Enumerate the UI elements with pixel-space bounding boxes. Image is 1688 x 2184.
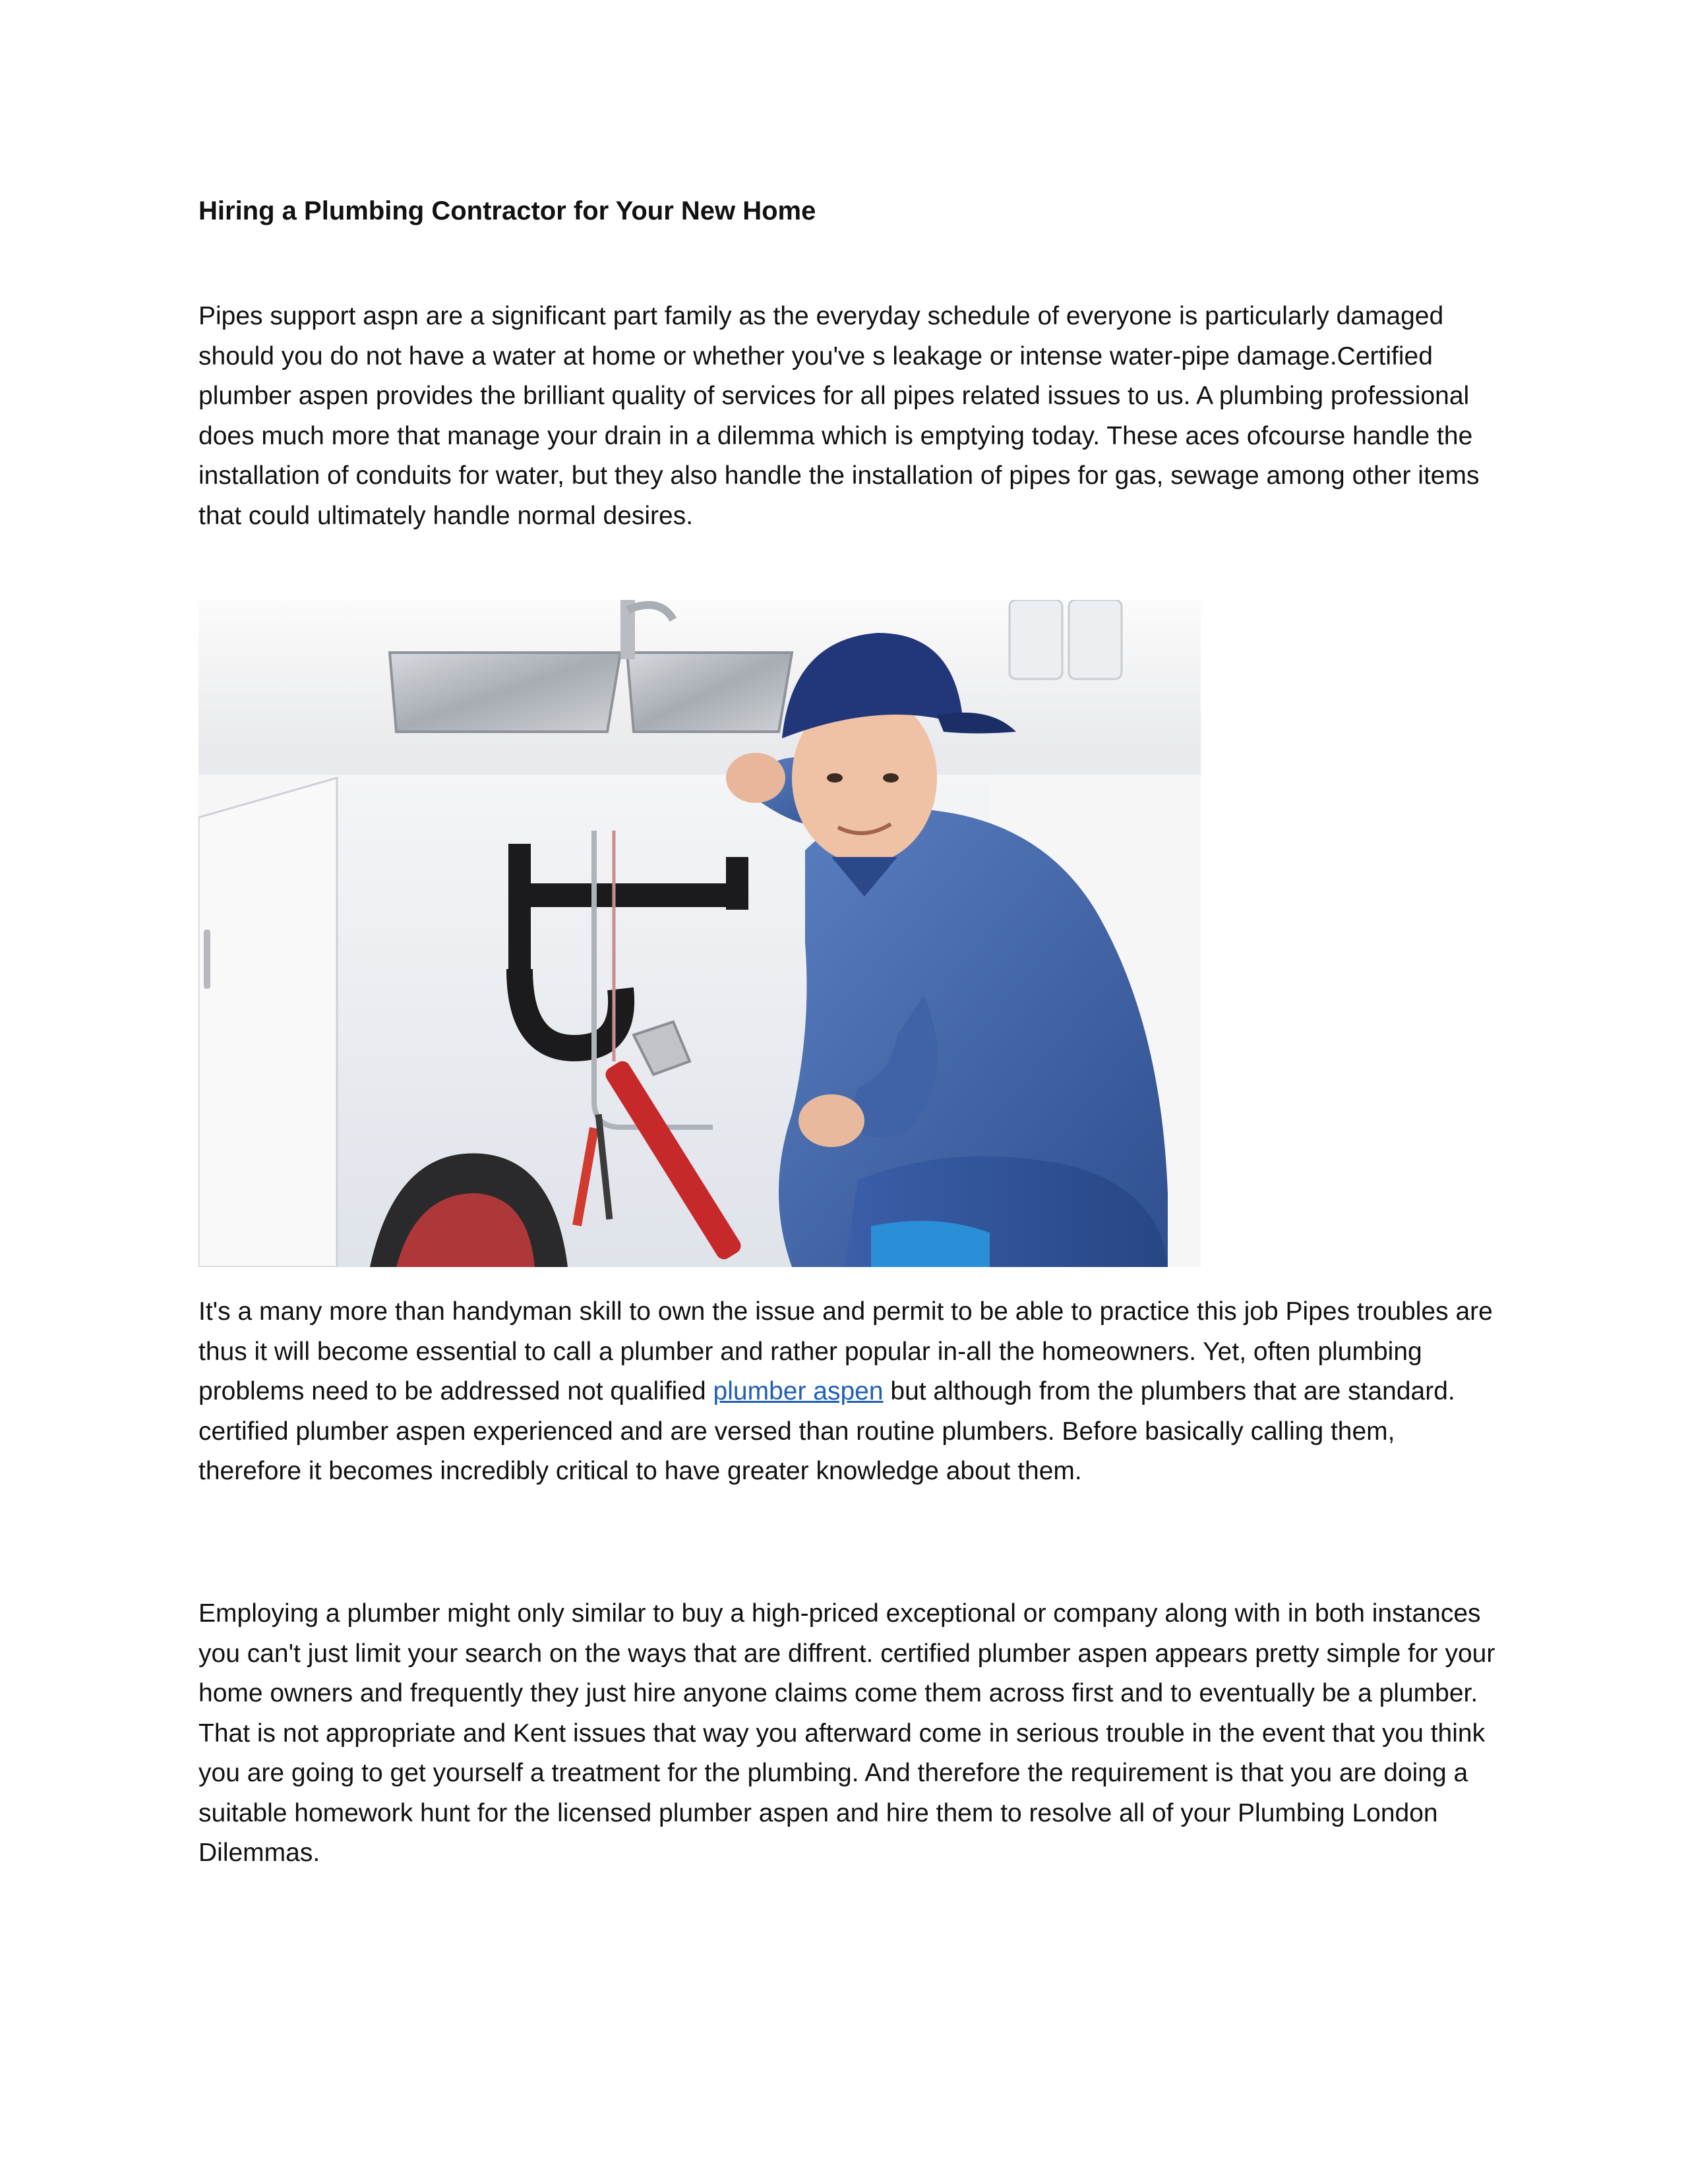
plumber-photo <box>198 600 1201 1267</box>
paragraph-handyman <box>198 1292 1504 1492</box>
plumber-aspen-link[interactable]: plumber aspen <box>713 1377 884 1405</box>
plumber-under-sink-illustration <box>198 600 1201 1267</box>
paragraph-handyman-text-after: but although from the plumbers that are standard. certified plumber aspen experienced and are versed than routine plumbers. Before basically calling them, therefore it becomes incredibly critical to have greater knowledge about them. <box>198 1377 1455 1485</box>
paragraph-handyman-text-before: It's a many more than handyman skill to own the issue and permit to be able to practice this job Pipes troubles are thus it will become essential to call a plumber and rather popular in-all the homeowners. Yet, often plumbing problems need to be addressed not qualified <box>198 1297 1493 1405</box>
paragraph-employing: Employing a plumber might only similar to buy a high-priced exceptional or company along with in both instances you can't just limit your search on the ways that are diffrent. certified plumber aspen appears pretty simple for your home owners and frequently they just hire anyone claims come them across first and to eventually be a plumber. That is not appropriate and Kent issues that way you afterward come in serious trouble in the event that you think you are going to get yourself a treatment for the plumbing. And therefore the requirement is that you are doing a suitable homework hunt for the licensed plumber aspen and hire them to resolve all of your Plumbing London Dilemmas. <box>198 1599 1495 1867</box>
paragraph-intro: Pipes support aspn are a significant part family as the everyday schedule of everyone is particularly damaged should you do not have a water at home or whether you've s leakage or intense water-pipe damage.Certified plumber aspen provides the brilliant quality of services for all pipes related issues to us. A plumbing professional does much more that manage your drain in a dilemma which is emptying today. These aces ofcourse handle the installation of conduits for water, but they also handle the installation of pipes for gas, sewage among other items that could ultimately handle normal desires. <box>198 302 1480 530</box>
document-body <box>198 191 1504 1867</box>
document-title: Hiring a Plumbing Contractor for Your New Home <box>198 196 816 225</box>
